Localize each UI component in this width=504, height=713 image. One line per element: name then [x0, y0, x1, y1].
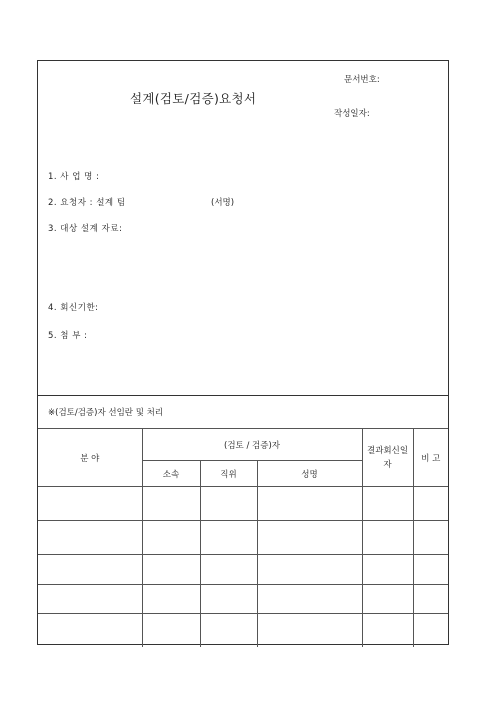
cell-note[interactable] [413, 487, 448, 521]
signature-label: (서명) [211, 198, 235, 208]
cell-result-date[interactable] [362, 521, 413, 555]
header-reviewer-group: (검토 / 검증)자 [142, 429, 362, 461]
cell-field[interactable] [38, 585, 142, 614]
cell-affiliation[interactable] [142, 487, 200, 521]
cell-note[interactable] [413, 521, 448, 555]
header-position: 직위 [200, 461, 257, 487]
cell-affiliation[interactable] [142, 521, 200, 555]
cell-name[interactable] [257, 555, 362, 585]
cell-position[interactable] [200, 585, 257, 614]
header-result-date-text: 결과회신일자 [366, 445, 409, 470]
header-affiliation: 소속 [142, 461, 200, 487]
header-note: 비 고 [413, 429, 448, 487]
item-project-name: 1. 사 업 명 : [48, 172, 100, 182]
cell-name[interactable] [257, 487, 362, 521]
cell-affiliation[interactable] [142, 555, 200, 585]
header-name: 성명 [257, 461, 362, 487]
cell-affiliation[interactable] [142, 614, 200, 647]
form-title: 설계(검토/검증)요청서 [130, 91, 257, 106]
cell-position[interactable] [200, 521, 257, 555]
cell-result-date[interactable] [362, 614, 413, 647]
doc-number-label: 문서번호: [344, 75, 380, 85]
section-divider [38, 395, 448, 396]
table-row [38, 585, 448, 614]
cell-position[interactable] [200, 555, 257, 585]
header-field: 분 야 [38, 429, 142, 487]
cell-position[interactable] [200, 614, 257, 647]
header-result-date [362, 429, 413, 487]
table-row [38, 555, 448, 585]
cell-position[interactable] [200, 487, 257, 521]
cell-field[interactable] [38, 555, 142, 585]
cell-note[interactable] [413, 555, 448, 585]
date-label: 작성일자: [334, 109, 370, 119]
cell-note[interactable] [413, 585, 448, 614]
cell-name[interactable] [257, 614, 362, 647]
item-design-material: 3. 대상 설계 자료: [48, 224, 123, 234]
request-form [37, 60, 449, 645]
table-row [38, 614, 448, 647]
cell-affiliation[interactable] [142, 585, 200, 614]
cell-name[interactable] [257, 521, 362, 555]
table-row [38, 521, 448, 555]
cell-field[interactable] [38, 487, 142, 521]
item-attachment: 5. 첨 부 : [48, 331, 88, 341]
cell-result-date[interactable] [362, 585, 413, 614]
cell-name[interactable] [257, 585, 362, 614]
section-title: ※(검토/검증)자 선임란 및 처리 [48, 408, 164, 418]
cell-field[interactable] [38, 614, 142, 647]
cell-note[interactable] [413, 614, 448, 647]
cell-result-date[interactable] [362, 555, 413, 585]
item-reply-deadline: 4. 회신기한: [48, 303, 99, 313]
item-requester: 2. 요청자 : 설계 팀 [48, 198, 126, 208]
cell-result-date[interactable] [362, 487, 413, 521]
cell-field[interactable] [38, 521, 142, 555]
reviewer-table [38, 428, 448, 647]
table-row [38, 487, 448, 521]
